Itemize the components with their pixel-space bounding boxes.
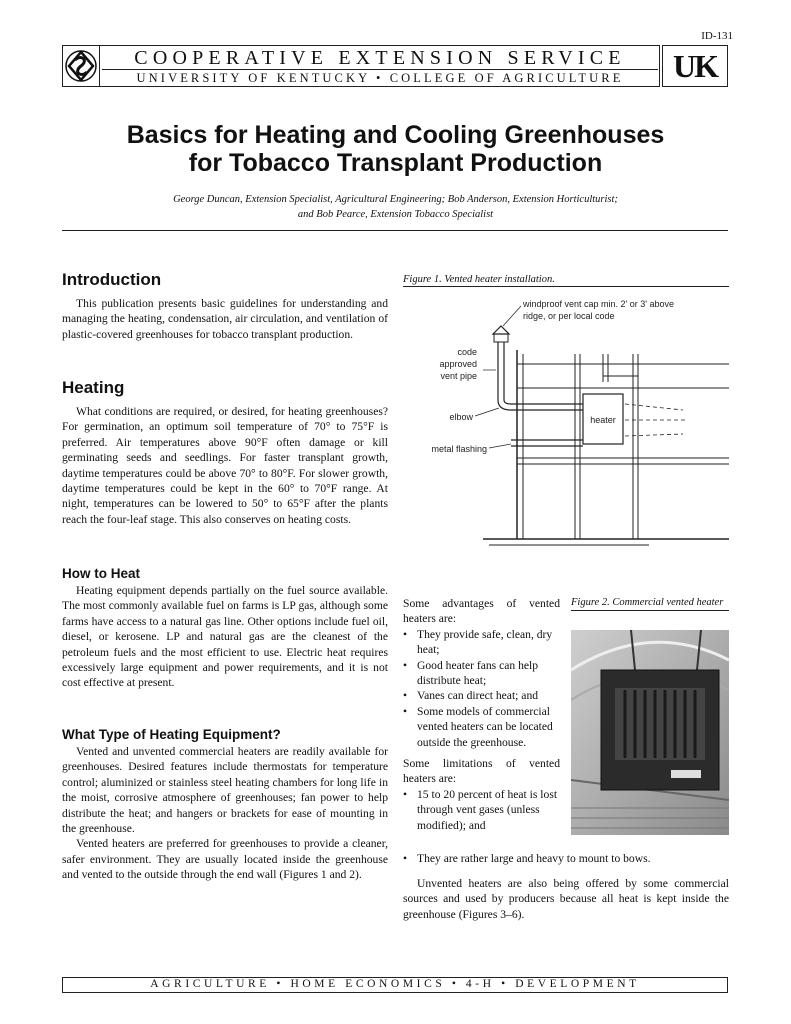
- advantage-item: • They provide safe, clean, dry heat;: [403, 627, 560, 658]
- heat-flow-line: [625, 404, 683, 410]
- advantages-intro: Some advantages of vented heaters are:: [403, 597, 560, 626]
- limitations-continued: [403, 851, 729, 866]
- advantages-section: [403, 596, 560, 833]
- advantage-item: • Vanes can direct heat; and: [403, 688, 560, 703]
- header-title: COOPERATIVE EXTENSION SERVICE: [134, 47, 626, 69]
- label-vent-pipe-2: approved: [439, 359, 477, 369]
- intro-heading: Introduction: [62, 270, 162, 289]
- label-metal-flashing: metal flashing: [431, 444, 487, 454]
- label-heater: heater: [590, 415, 616, 425]
- equipment-paragraph-1: Vented and unvented commercial heaters are readily available for greenhouses. Desired features include thermostats for temperature control; aluminized or stainless steel heating chambers for long life in the moist, corrosive atmosphere of greenhouses; fan power to help distribute the heat; and hangers or brackets for ease of mounting in the greenhouse.: [62, 745, 388, 836]
- page-title: [40, 121, 751, 177]
- advantage-item: • Some models of commercial vented heaters can be located outside the greenhouse.: [403, 704, 560, 750]
- header-subtitle: UNIVERSITY OF KENTUCKY • COLLEGE OF AGRICULTURE: [136, 71, 624, 85]
- footer-text: AGRICULTURE • HOME ECONOMICS • 4-H • DEVELOPMENT: [150, 978, 640, 990]
- leader-line: [489, 444, 511, 448]
- heater-nameplate: [671, 770, 701, 778]
- authors-line-2: and Bob Pearce, Extension Tobacco Specialist: [297, 209, 494, 220]
- label-vent-cap-1: windproof vent cap min. 2' or 3' above: [523, 299, 675, 309]
- figure-1-caption: Figure 1. Vented heater installation.: [403, 274, 729, 287]
- label-vent-cap-2: ridge, or per local code: [523, 311, 615, 321]
- extension-logo-icon: [62, 45, 100, 87]
- how-to-heat-heading: How to Heat: [62, 566, 141, 581]
- equipment-text: [62, 744, 388, 883]
- heater-louver-panel: [615, 688, 705, 760]
- label-vent-pipe-3: vent pipe: [440, 371, 477, 381]
- figure-2-photo: [571, 630, 729, 835]
- figure-2-caption: Figure 2. Commercial vented heater: [571, 596, 729, 611]
- extension-logo: [62, 45, 100, 87]
- authors: [60, 192, 731, 222]
- label-vent-pipe-1: code: [457, 347, 477, 357]
- leader-line: [475, 408, 499, 416]
- document-id: ID-131: [701, 30, 733, 42]
- title-line-2: for Tobacco Transplant Production: [188, 149, 603, 177]
- title-rule: [62, 230, 728, 231]
- figure-1-diagram: [403, 292, 729, 550]
- vent-cap-body: [494, 334, 508, 342]
- heating-text: What conditions are required, or desired, for heating greenhouses? For germination, an optimum soil temperature of 70° to 75°F is preferred. Air temperatures above 90°F often damage or kill germinating seeds and seedlings. For faster transplant growth, daytime temperatures could be above 70° to 80°F. For slower growth, daytime temperatures could be kept in the 60° to 70°F range. At night, temperatures can be lowered to 50° to 65°F after the plants reach the four-leaf stage. This also conserves on heating costs.: [62, 405, 388, 526]
- heat-flow-line: [625, 434, 683, 436]
- limitations-intro: Some limitations of vented heaters are:: [403, 757, 560, 786]
- limitation-item: • 15 to 20 percent of heat is lost through vent gases (unless modified); and: [403, 787, 560, 833]
- authors-line-1: George Duncan, Extension Specialist, Agricultural Engineering; Bob Anderson, Extension Horticulturist;: [173, 194, 618, 205]
- vent-cap: [493, 326, 509, 334]
- limitation-item: • They are rather large and heavy to mount to bows.: [403, 851, 729, 866]
- leader-line: [503, 306, 521, 326]
- label-elbow: elbow: [449, 412, 473, 422]
- equipment-heading: What Type of Heating Equipment?: [62, 727, 281, 742]
- uk-logo: UK: [673, 48, 717, 84]
- title-line-1: Basics for Heating and Cooling Greenhouses: [126, 121, 665, 149]
- unvented-text: Unvented heaters are also being offered by some commercial sources and used by producers because all heat is kept inside the greenhouse (Figures 3–6).: [403, 877, 729, 921]
- heating-heading: Heating: [62, 378, 125, 397]
- how-to-heat-text: Heating equipment depends partially on the fuel source available. The most commonly available fuel on farms is LP gas, although some farms have access to a natural gas line. Other options include fuel oil, diesel, or kerosene. LP and natural gas are the cleanest of the petroleum fuels and the most efficient to use. Electric heat requires excessively large equipment and power requirements, and it is not cost effective at present.: [62, 584, 388, 690]
- advantage-item: • Good heater fans can help distribute heat;: [403, 658, 560, 689]
- equipment-paragraph-2: Vented heaters are preferred for greenhouses to provide a cleaner, safer environment. They are usually located inside the greenhouse and vented to the outside through the end wall (Figures 1 and 2).: [62, 837, 388, 882]
- header-rule: [102, 69, 658, 70]
- elbow: [504, 400, 583, 404]
- intro-text: This publication presents basic guidelines for understanding and managing the heating, condensation, air circulation, and ventilation of plastic-covered greenhouses for tobacco transplant production.: [62, 297, 388, 341]
- elbow: [498, 400, 583, 410]
